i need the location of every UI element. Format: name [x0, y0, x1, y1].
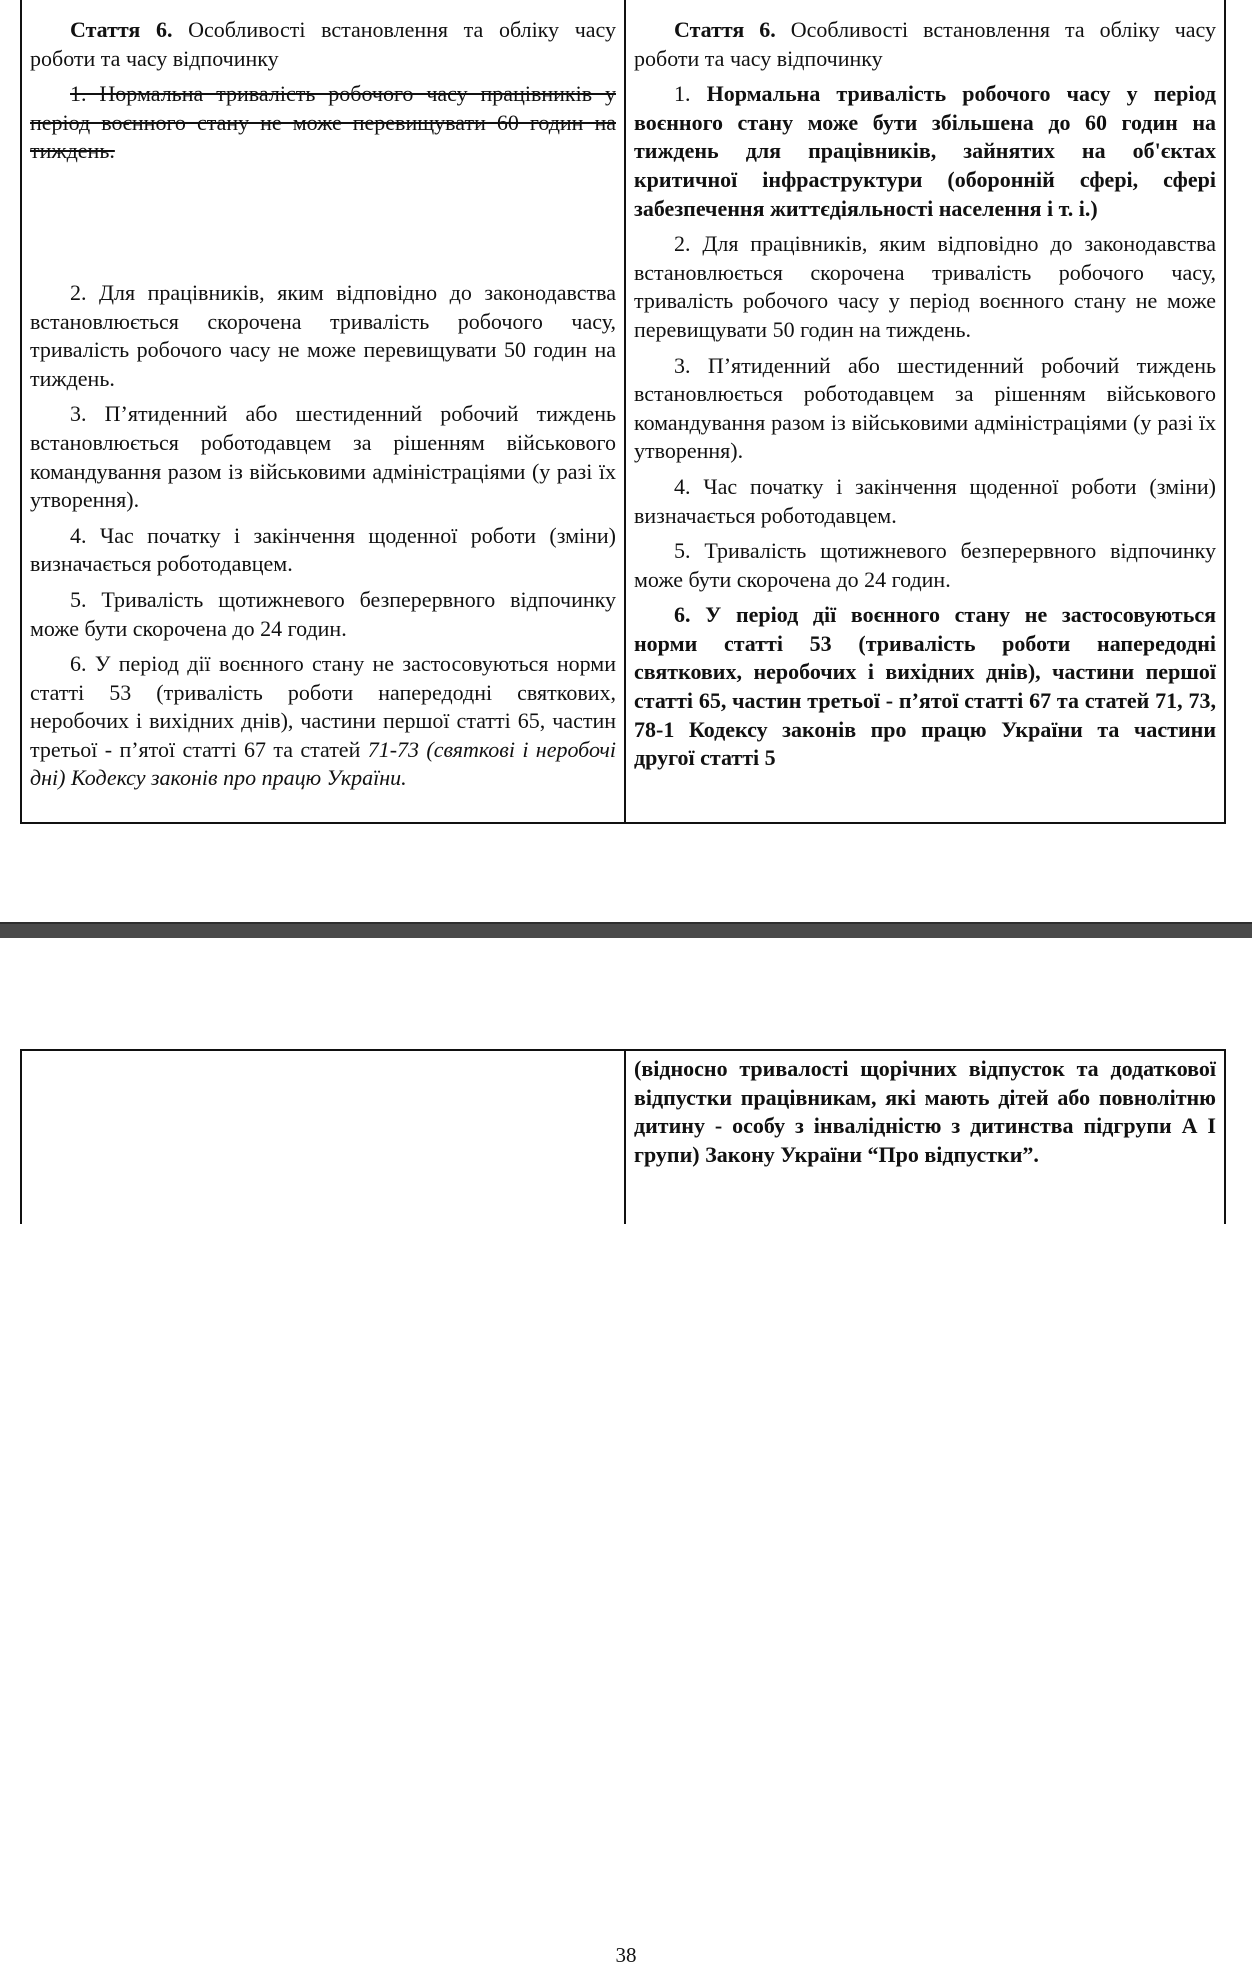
- right-paragraph-1-bold: Нормальна тривалість робочого часу у період воєнного стану може бути збільшена до 60 годин на тиждень для працівників, зайнятих на об'єктах критичної інфраструктури (оборонній сфері, сфері забезпечення життєдіяльності населення і т. і.): [634, 81, 1217, 221]
- page-number: 38: [615, 1943, 637, 1967]
- left-article-title: Особливості встановлення та обліку часу роботи та часу відпочинку: [30, 17, 616, 71]
- document-page-top: [0, 0, 1252, 922]
- left-article-label: Стаття 6.: [70, 17, 173, 42]
- left-paragraph-3: 3. П’ятиденний або шестиденний робочий тиждень встановлюється роботодавцем за рішенням військового командування разом із військовими адміністраціями (у разі їх утворення).: [30, 401, 616, 513]
- right-paragraph-4: 4. Час початку і закінчення щоденної роботи (зміни) визначається роботодавцем.: [634, 473, 1216, 528]
- right-paragraph-1: [634, 80, 1216, 223]
- right-article-title: Особливості встановлення та обліку часу роботи та часу відпочинку: [634, 17, 1216, 71]
- left-paragraph-6-text: 6. У період дії воєнного стану не застосовуються норми статті 53 (тривалість роботи напередодні святкових, неробочих і вихідних днів), частини першої статті 65, частин третьої - п’ятої статті 67 та статей: [30, 651, 616, 762]
- left-article-heading: [30, 16, 616, 73]
- left-paragraph-5: 5. Тривалість щотижневого безперервного відпочинку може бути скорочена до 24 годин.: [30, 586, 616, 641]
- right-article-heading: [634, 16, 1216, 73]
- right-article-label: Стаття 6.: [674, 17, 776, 42]
- right-paragraph-2: 2. Для працівників, яким відповідно до законодавства встановлюється скорочена тривалість робочого часу, тривалість робочого часу у період воєнного стану не може перевищувати 50 годин на тиждень.: [634, 231, 1216, 342]
- page-separator: [0, 922, 1252, 938]
- comparison-table-bottom: [20, 1049, 1226, 1224]
- right-paragraph-1-number: 1.: [674, 81, 707, 107]
- left-column-continuation-empty: [22, 1051, 624, 1224]
- right-paragraph-6: 6. У період дії воєнного стану не застосовуються норми статті 53 (тривалість роботи напередодні святкових, неробочих і вихідних днів), частини першої статті 65, частин третьої - п’ятої статті 67 та статей 71, 73, 78-1 Кодексу законів про працю України та частини другої статті 5: [634, 602, 1216, 771]
- right-column-proposed-text: [624, 0, 1224, 822]
- right-paragraph-6-continuation: (відносно тривалості щорічних відпусток та додаткової відпустки працівникам, які мають дітей або повнолітню дитину - особу з інвалідністю з дитинства підгрупи А І групи) Закону України “Про відпустки”.: [634, 1056, 1216, 1167]
- right-paragraph-5: 5. Тривалість щотижневого безперервного відпочинку може бути скорочена до 24 годин.: [634, 538, 1216, 592]
- left-paragraph-4: 4. Час початку і закінчення щоденної роботи (зміни) визначається роботодавцем.: [30, 522, 616, 577]
- comparison-table-top: [20, 0, 1226, 824]
- left-paragraph-6: [30, 650, 616, 793]
- right-paragraph-3: 3. П’ятиденний або шестиденний робочий тиждень встановлюється роботодавцем за рішенням військового командування разом із військовими адміністраціями (у разі їх утворення).: [634, 352, 1216, 464]
- left-paragraph-6-italic: 71-73 (святкові і неробочі дні) Кодексу законів про працю України.: [30, 736, 616, 791]
- left-paragraph-2: 2. Для працівників, яким відповідно до законодавства встановлюється скорочена тривалість робочого часу, тривалість робочого часу не може перевищувати 50 годин на тиждень.: [30, 279, 616, 391]
- right-column-continuation: [624, 1051, 1224, 1224]
- left-empty-space: [30, 173, 616, 279]
- left-column-current-text: [22, 0, 624, 822]
- left-paragraph-1-struck: 1. Нормальна тривалість робочого часу працівників у період воєнного стану не може перевищувати 60 годин на тиждень.: [30, 81, 616, 164]
